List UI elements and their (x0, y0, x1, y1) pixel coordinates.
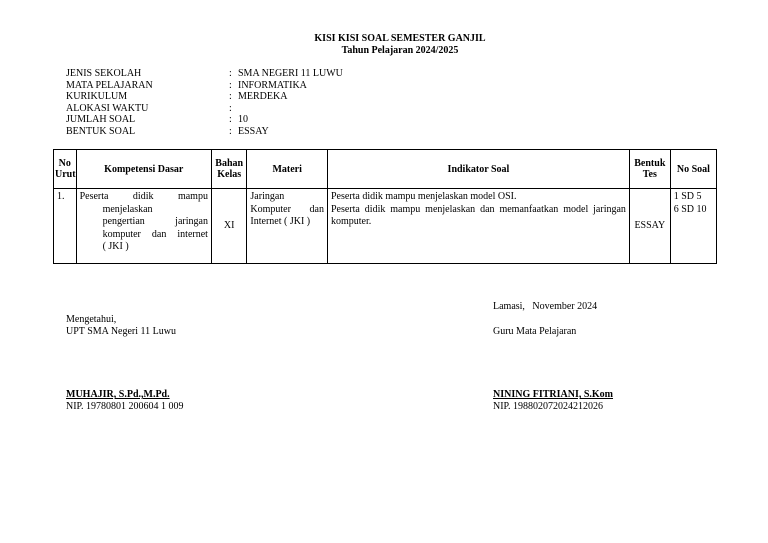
table-row (54, 189, 717, 264)
info-row-kurikulum: KURIKULUM : MERDEKA (66, 91, 288, 103)
info-row-jumlah-soal: JUMLAH SOAL : 10 (66, 114, 248, 126)
sig-right-nip: NIP. 198802072024212026 (493, 401, 604, 412)
info-value: 10 (238, 114, 248, 126)
header-bentuk-tes: Bentuk Tes (629, 150, 670, 189)
header-no-urut: No Urut (54, 150, 77, 189)
info-row-alokasi-waktu: ALOKASI WAKTU : (66, 102, 232, 114)
info-label: JUMLAH SOAL (66, 114, 136, 126)
cell-bentuk-tes: ESSAY (629, 189, 670, 264)
info-label: ALOKASI WAKTU (66, 102, 149, 114)
header-kompetensi-dasar: Kompetensi Dasar (76, 150, 211, 189)
info-value: INFORMATIKA (238, 79, 307, 91)
header-indikator-soal: Indikator Soal (327, 150, 629, 189)
cell-materi: Jaringan Komputer dan Internet ( JKI ) (247, 189, 328, 264)
info-value: MERDEKA (238, 91, 288, 103)
cell-no-soal: 1 SD 5 6 SD 10 (670, 189, 716, 264)
sig-right-role: Guru Mata Pelajaran (493, 326, 577, 337)
header-no-soal: No Soal (670, 150, 716, 189)
sig-left-institution: UPT SMA Negeri 11 Luwu (66, 326, 176, 337)
sig-right-place-date: Lamasi, November 2024 (493, 301, 598, 312)
info-label: KURIKULUM (66, 91, 128, 103)
sig-left-mengetahui: Mengetahui, (66, 314, 117, 325)
info-value: SMA NEGERI 11 LUWU (238, 68, 343, 79)
info-row-mata-pelajaran: MATA PELAJARAN : INFORMATIKA (66, 79, 307, 91)
cell-no-urut: 1. (54, 189, 77, 264)
sig-right-name: NINING FITRIANI, S.Kom (493, 389, 614, 400)
cell-indikator-soal: Peserta didik mampu menjelaskan model OSI. Peserta didik mampu menjelaskan dan memanfaatkan model jaringan komputer. (327, 189, 629, 264)
cell-bahan-kelas: XI (211, 189, 246, 264)
info-label: JENIS SEKOLAH (66, 68, 142, 79)
info-row-jenis-sekolah: JENIS SEKOLAH : SMA NEGERI 11 LUWU (66, 68, 343, 79)
document-subtitle: Tahun Pelajaran 2024/2025 (341, 45, 459, 56)
info-value: ESSAY (238, 125, 269, 137)
sig-left-nip: NIP. 19780801 200604 1 009 (66, 401, 184, 412)
kisi-kisi-table (53, 149, 717, 264)
info-block (66, 68, 343, 138)
info-label: MATA PELAJARAN (66, 79, 153, 91)
info-label: BENTUK SOAL (66, 125, 136, 137)
table-header-row (54, 150, 717, 189)
header-materi: Materi (247, 150, 328, 189)
sig-left-name: MUHAJIR, S.Pd.,M.Pd. (66, 389, 170, 400)
header-bahan-kelas: Bahan Kelas (211, 150, 246, 189)
document-title: KISI KISI SOAL SEMESTER GANJIL (314, 33, 486, 44)
cell-kompetensi-dasar: Peserta didik mampu menjelaskan pengertian jaringan komputer dan internet ( JKI ) (76, 189, 211, 264)
info-row-bentuk-soal: BENTUK SOAL : ESSAY (66, 125, 269, 137)
